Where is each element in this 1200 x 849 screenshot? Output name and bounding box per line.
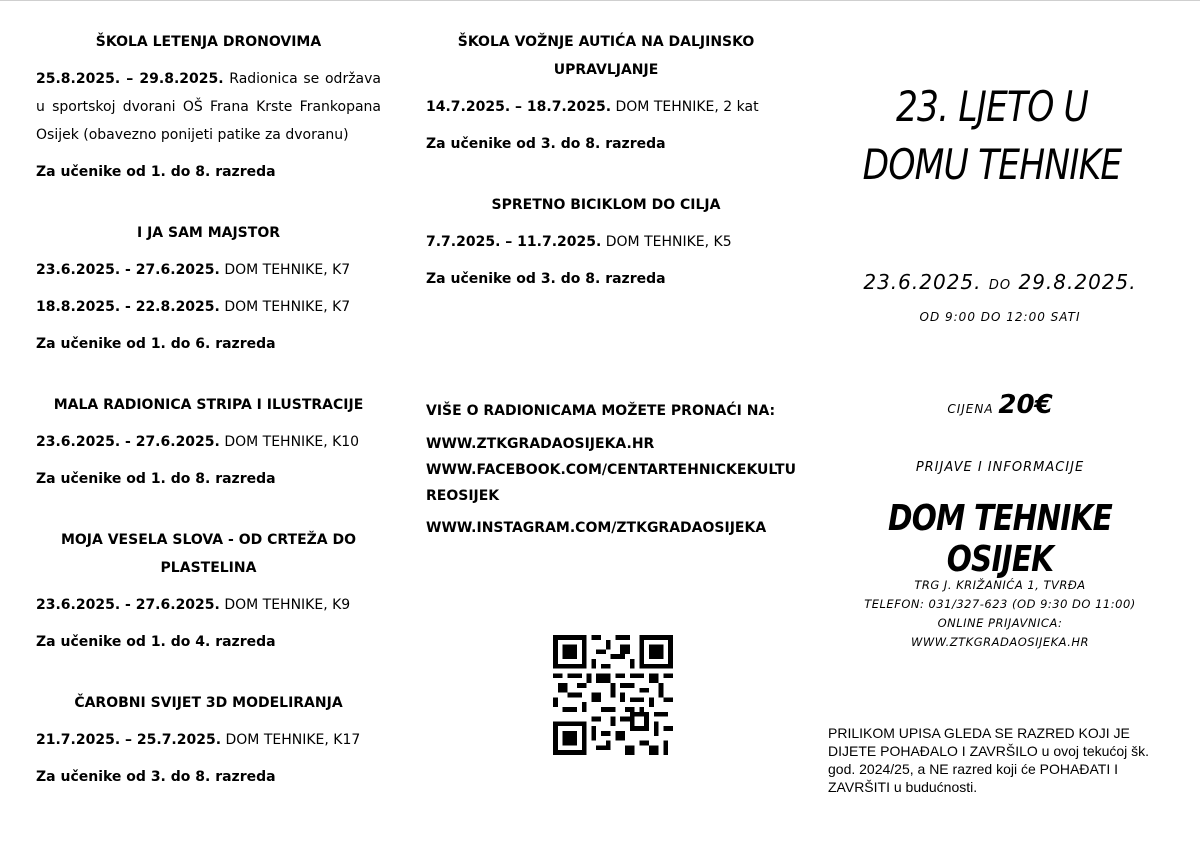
workshop-title: SPRETNO BICIKLOM DO CILJA [491,197,721,213]
workshop-title-line2: PLASTELINA [160,560,257,576]
date-to-word: DO [988,278,1012,293]
workshop-grade: Za učenike od 1. do 6. razreda [36,336,276,352]
more-info-heading: VIŠE O RADIONICAMA MOŽETE PRONAĆI NA: [426,403,776,419]
price-value: 20€ [998,390,1053,420]
online-url[interactable]: WWW.ZTKGRADAOSIJEKA.HR [910,635,1090,649]
daily-hours: OD 9:00 DO 12:00 SATI [919,310,1081,324]
qr-code-icon[interactable] [553,635,673,755]
enrolment-note: PRILIKOM UPISA GLEDA SE RAZRED KOJI JE DIJETE POHAĐALO I ZAVRŠILO u ovoj tekućoj šk. god. 2024/25, a NE razred koji će POHAĐATI I ZAVRŠITI u budućnosti. [828,725,1150,795]
workshop-title: MALA RADIONICA STRIPA I ILUSTRACIJE [53,397,364,413]
workshop-grade: Za učenike od 3. do 8. razreda [426,136,666,152]
main-title [853,78,1132,194]
workshop-session [36,256,381,284]
contact-heading: PRIJAVE I INFORMACIJE [915,460,1085,475]
workshop-session [426,228,786,256]
address: TRG J. KRIŽANIĆA 1, TVRĐA [914,578,1086,592]
instagram-link[interactable]: WWW.INSTAGRAM.COM/ZTKGRADAOSIJEKA [426,520,767,536]
workshop-session [36,293,381,321]
workshop-date: 25.8.2025. – 29.8.2025. [36,71,224,87]
workshop-title-line1: MOJA VESELA SLOVA - OD CRTEŽA DO [60,532,357,548]
workshop-description [36,65,381,149]
workshop-grade: Za učenike od 1. do 8. razreda [36,164,276,180]
workshop-title-line1: ŠKOLA VOŽNJE AUTIĆA NA DALJINSKO [457,34,755,50]
facebook-link-line2[interactable]: REOSIJEK [426,488,500,504]
workshop-session [36,428,381,456]
date-from: 23.6.2025. [863,270,982,294]
column-left [36,0,381,791]
workshop-date: 23.6.2025. - 27.6.2025. [36,434,220,450]
workshop-session [426,93,786,121]
organization-name: DOM TEHNIKE OSIJEK [888,498,1112,580]
facebook-link-line1[interactable]: WWW.FACEBOOK.COM/CENTARTEHNICKEKULTU [426,462,796,478]
workshop-desc-text: Radionica se održava u sportskoj dvorani OŠ Frana Krste Frankopana Osijek (obavezno ponijeti patike za dvoranu) [36,71,381,143]
workshop-date: 14.7.2025. – 18.7.2025. [426,99,612,115]
workshop-session [36,726,381,754]
date-to: 29.8.2025. [1018,270,1137,294]
workshop-location: DOM TEHNIKE, K5 [605,234,732,250]
season-dates [822,270,1178,294]
contact-block [822,576,1178,652]
workshop-title: ČAROBNI SVIJET 3D MODELIRANJA [74,695,343,711]
workshop-title-line2: UPRAVLJANJE [553,62,659,78]
workshop-title: ŠKOLA LETENJA DRONOVIMA [95,34,322,50]
column-middle [426,0,796,541]
workshop-date: 7.7.2025. – 11.7.2025. [426,234,602,250]
online-label: ONLINE PRIJAVNICA: [937,616,1063,630]
workshop-date: 23.6.2025. - 27.6.2025. [36,597,220,613]
price [822,390,1178,420]
workshop-location: DOM TEHNIKE, 2 kat [615,99,759,115]
workshop-location: DOM TEHNIKE, K17 [225,732,361,748]
phone: TELEFON: 031/327-623 (OD 9:30 DO 11:00) [864,597,1136,611]
workshop-grade: Za učenike od 1. do 4. razreda [36,634,276,650]
workshop-location: DOM TEHNIKE, K7 [224,262,351,278]
website-link[interactable]: WWW.ZTKGRADAOSIJEKA.HR [426,436,655,452]
workshop-date: 21.7.2025. – 25.7.2025. [36,732,222,748]
workshop-date: 23.6.2025. - 27.6.2025. [36,262,220,278]
workshop-location: DOM TEHNIKE, K10 [224,434,360,450]
workshop-date: 18.8.2025. - 22.8.2025. [36,299,220,315]
workshop-grade: Za učenike od 3. do 8. razreda [426,271,666,287]
workshop-grade: Za učenike od 3. do 8. razreda [36,769,276,785]
workshop-grade: Za učenike od 1. do 8. razreda [36,471,276,487]
main-title-line2: DOMU TEHNIKE [862,140,1122,189]
workshop-title: I JA SAM MAJSTOR [136,225,280,241]
column-right [822,0,1178,849]
workshop-location: DOM TEHNIKE, K9 [224,597,351,613]
price-label: CIJENA [947,402,994,416]
workshop-session [36,591,381,619]
main-title-line1: 23. LJETO U [895,82,1089,131]
workshop-location: DOM TEHNIKE, K7 [224,299,351,315]
